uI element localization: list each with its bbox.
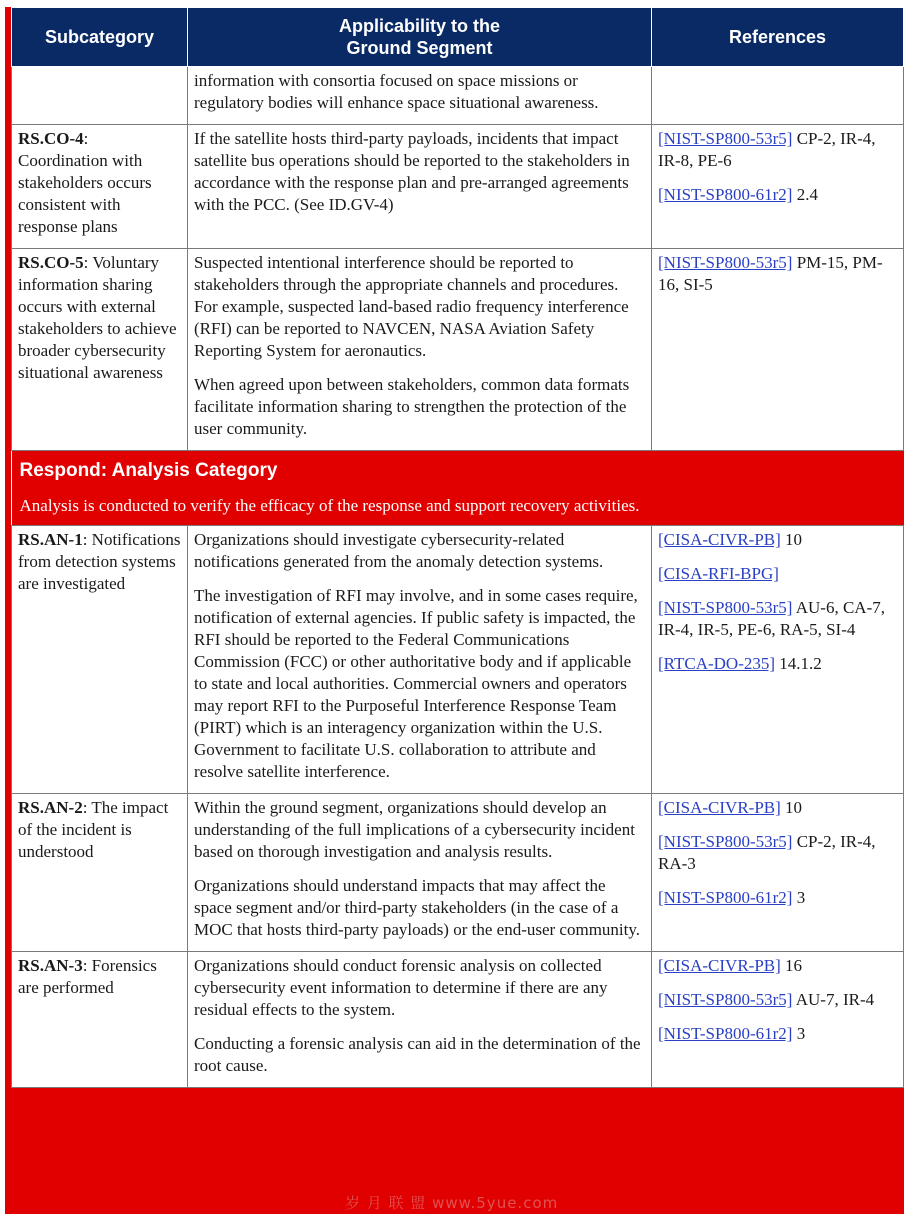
subcategory-table <box>11 7 904 1088</box>
reference-controls: AU-7, IR-4 <box>792 990 875 1009</box>
subcategory-text: : Voluntary information sharing occurs with external stakeholders to achieve broader cybersecurity situational awareness <box>18 253 177 382</box>
reference-link[interactable]: [NIST-SP800-53r5] <box>658 598 793 617</box>
reference-link[interactable]: [CISA-CIVR-PB] <box>658 798 781 817</box>
reference-controls: 3 <box>792 1024 806 1043</box>
reference-entry <box>658 597 897 641</box>
reference-controls: 2.4 <box>792 185 818 204</box>
header-applicability <box>188 8 652 67</box>
reference-controls: 10 <box>780 530 803 549</box>
reference-link[interactable]: [NIST-SP800-53r5] <box>658 990 793 1009</box>
table-body-top <box>12 67 904 451</box>
subcategory-cell <box>12 794 188 952</box>
reference-entry <box>658 1023 897 1045</box>
reference-entry <box>658 887 897 909</box>
reference-link[interactable]: [NIST-SP800-61r2] <box>658 1024 793 1043</box>
watermark: 岁 月 联 盟 www.5yue.com <box>345 1194 559 1212</box>
reference-controls: 10 <box>780 798 803 817</box>
applicability-cell <box>188 952 652 1088</box>
applicability-paragraph: Suspected intentional interference should be reported to stakeholders through the appropriate channels and procedures. For example, suspected land-based radio frequency interference (RFI) can be reported to NAVCEN, NASA Aviation Safety Reporting System for aeronautics. <box>194 253 629 360</box>
reference-controls: 3 <box>792 888 806 907</box>
applicability-paragraph: information with consortia focused on space missions or regulatory bodies will enhance space situational awareness. <box>194 71 599 112</box>
references-cell <box>652 249 904 451</box>
category-description-row <box>12 489 904 526</box>
reference-entry <box>658 989 897 1011</box>
category-description: Analysis is conducted to verify the efficacy of the response and support recovery activities. <box>12 489 904 526</box>
subcategory-text: : The impact of the incident is understood <box>18 798 169 861</box>
reference-link[interactable]: [RTCA-DO-235] <box>658 654 776 673</box>
reference-entry <box>658 128 897 172</box>
references-cell <box>652 125 904 249</box>
applicability-paragraph: Organizations should conduct forensic analysis on collected cybersecurity event information to determine if there are any residual effects to the system. <box>194 956 608 1019</box>
subcategory-id: RS.AN-2 <box>18 798 83 817</box>
table-row <box>12 952 904 1088</box>
header-references: References <box>652 8 904 67</box>
category-title: Respond: Analysis Category <box>12 451 904 490</box>
subcategory-cell <box>12 125 188 249</box>
reference-entry <box>658 955 897 977</box>
reference-link[interactable]: [NIST-SP800-61r2] <box>658 888 793 907</box>
subcategory-id: RS.CO-5 <box>18 253 84 272</box>
header-subcategory: Subcategory <box>12 8 188 67</box>
subcategory-id: RS.AN-1 <box>18 530 83 549</box>
reference-link[interactable]: [CISA-CIVR-PB] <box>658 530 781 549</box>
applicability-paragraph: Conducting a forensic analysis can aid in the determination of the root cause. <box>194 1034 641 1075</box>
reference-entry <box>658 184 897 206</box>
applicability-cell <box>188 526 652 794</box>
reference-link[interactable]: [NIST-SP800-53r5] <box>658 253 793 272</box>
applicability-paragraph: The investigation of RFI may involve, and in some cases require, notification of external agencies. If public safety is impacted, the RFI should be reported to the Federal Communications Commission (FCC) or other authoritative body and if applicable to state and local authorities. Commercial owners and operators may report RFI to the Purposeful Interference Response Team (PIRT) which is an interagency organization within the U.S. Government to facilitate U.S. collaboration to attribute and resolve satellite interference. <box>194 586 638 781</box>
reference-controls: CP-2, IR-4, RA-3 <box>658 832 876 873</box>
applicability-cell <box>188 125 652 249</box>
reference-link[interactable]: [NIST-SP800-53r5] <box>658 129 793 148</box>
subcategory-cell <box>12 249 188 451</box>
reference-controls: AU-6, CA-7, IR-4, IR-5, PE-6, RA-5, SI-4 <box>658 598 885 639</box>
reference-link[interactable]: [CISA-RFI-BPG] <box>658 564 779 583</box>
applicability-cell <box>188 67 652 125</box>
subcategory-cell <box>12 952 188 1088</box>
reference-entry <box>658 529 897 551</box>
table-row <box>12 526 904 794</box>
subcategory-id: RS.CO-4 <box>18 129 84 148</box>
category-title-row <box>12 451 904 490</box>
reference-controls: PM-15, PM-16, SI-5 <box>658 253 883 294</box>
header-applicability-line1: Applicability to the <box>338 16 500 36</box>
applicability-paragraph: When agreed upon between stakeholders, common data formats facilitate information sharing to strengthen the protection of the user community. <box>194 375 630 438</box>
reference-entry <box>658 252 897 296</box>
subcategory-text: : Forensics are performed <box>18 956 157 997</box>
table-row <box>12 67 904 125</box>
subcategory-text: : Coordination with stakeholders occurs consistent with response plans <box>18 129 152 236</box>
reference-controls: 16 <box>780 956 803 975</box>
reference-link[interactable]: [NIST-SP800-53r5] <box>658 832 793 851</box>
applicability-paragraph: Organizations should understand impacts that may affect the space segment and/or third-party stakeholders (in the case of a MOC that hosts third-party payloads) or the end-user community. <box>194 876 641 939</box>
reference-controls: 14.1.2 <box>775 654 822 673</box>
reference-entry <box>658 797 897 819</box>
reference-link[interactable]: [NIST-SP800-61r2] <box>658 185 793 204</box>
references-cell <box>652 794 904 952</box>
applicability-cell <box>188 249 652 451</box>
references-cell <box>652 952 904 1088</box>
table-body-bottom <box>12 526 904 1088</box>
reference-link[interactable]: [CISA-CIVR-PB] <box>658 956 781 975</box>
reference-controls: CP-2, IR-4, IR-8, PE-6 <box>658 129 876 170</box>
header-applicability-line2: Ground Segment <box>346 38 493 58</box>
subcategory-text: : Notifications from detection systems are investigated <box>18 530 181 593</box>
reference-entry <box>658 653 897 675</box>
table-row <box>12 794 904 952</box>
table-row <box>12 125 904 249</box>
table-row <box>12 249 904 451</box>
applicability-paragraph: If the satellite hosts third-party payloads, incidents that impact satellite bus operations should be reported to the stakeholders in accordance with the response plan and pre-arranged agreements with the PCC. (See ID.GV-4) <box>194 129 630 214</box>
references-cell <box>652 67 904 125</box>
subcategory-cell <box>12 526 188 794</box>
subcategory-id: RS.AN-3 <box>18 956 83 975</box>
subcategory-cell <box>12 67 188 125</box>
applicability-paragraph: Organizations should investigate cybersecurity-related notifications generated from the anomaly detection systems. <box>194 530 604 571</box>
references-cell <box>652 526 904 794</box>
table-header-row <box>12 8 904 67</box>
category-section <box>12 451 904 526</box>
applicability-cell <box>188 794 652 952</box>
reference-entry <box>658 831 897 875</box>
applicability-paragraph: Within the ground segment, organizations should develop an understanding of the full implications of a cybersecurity incident based on thorough investigation and analysis results. <box>194 798 635 861</box>
reference-entry <box>658 563 897 585</box>
